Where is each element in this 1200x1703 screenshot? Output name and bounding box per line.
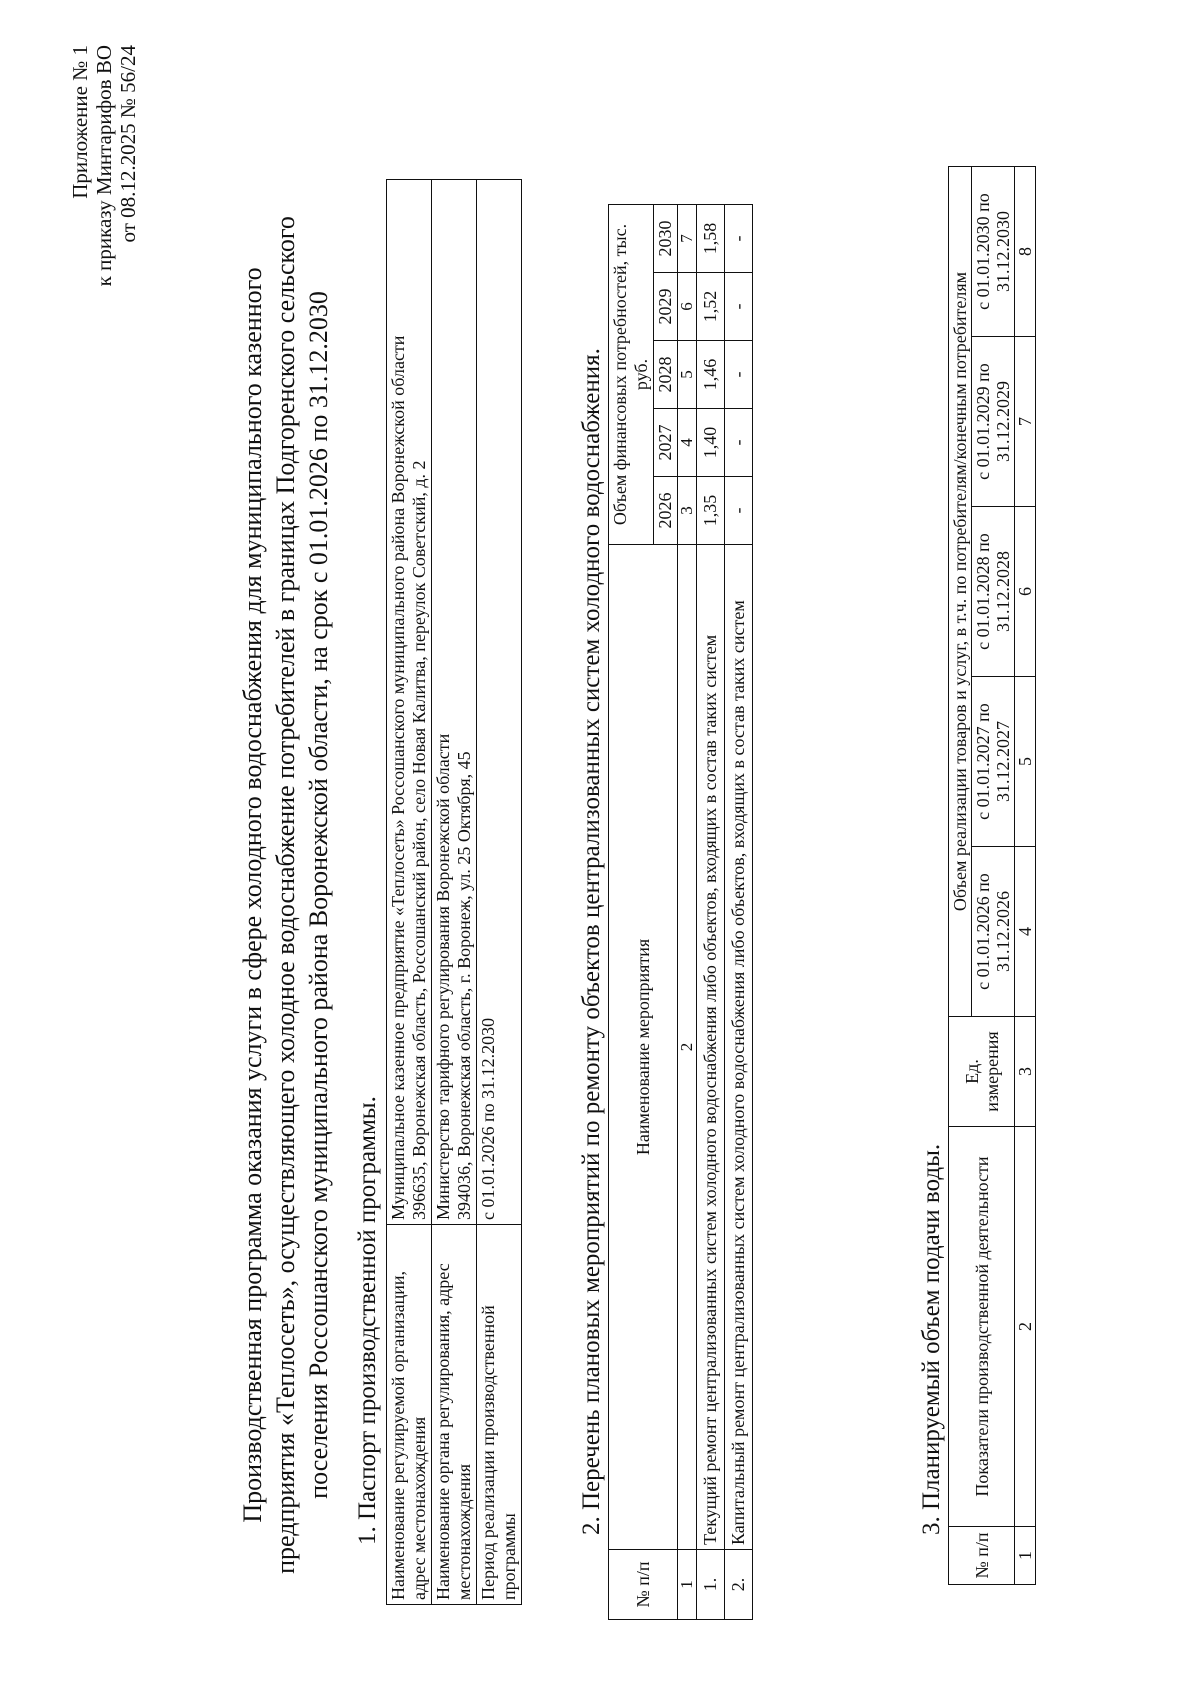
passport-label: Период реализации производственной программы (477, 1225, 522, 1605)
row-value: 1,58 (697, 205, 725, 273)
column-header-unit: Ед. измерения (949, 1017, 1015, 1127)
column-header-num: № п/п (949, 1527, 1015, 1585)
column-header-period: с 01.01.2028 по 31.12.2028 (972, 507, 1015, 677)
appendix-note (68, 45, 140, 345)
index-cell: 1 (678, 1550, 697, 1620)
column-header-num: № п/п (609, 1550, 678, 1620)
index-cell: 8 (1015, 167, 1036, 337)
column-header-year: 2027 (654, 409, 678, 477)
column-header-year: 2029 (654, 273, 678, 341)
index-cell: 4 (678, 409, 697, 477)
passport-label: Наименование регулируемой организации, адрес местонахождения (387, 1225, 432, 1605)
column-header-year: 2028 (654, 341, 678, 409)
repair-plan-table (608, 204, 753, 1620)
passport-value (387, 180, 432, 1225)
appendix-line-1: Приложение № 1 (68, 45, 92, 199)
column-header-indicator: Показатели производственной деятельности (949, 1127, 1015, 1527)
column-header-year: 2030 (654, 205, 678, 273)
document-title (236, 215, 335, 1575)
row-value: 1,52 (697, 273, 725, 341)
section-3-title: 3. Планируемый объем подачи воды. (918, 1143, 945, 1535)
row-activity-name: Текущий ремонт централизованных систем холодного водоснабжения либо объектов, входящих в состав таких систем (697, 545, 725, 1550)
index-cell: 7 (678, 205, 697, 273)
row-activity-name: Капитальный ремонт централизованных систем холодного водоснабжения либо объектов, входящих в состав таких систем (725, 545, 753, 1550)
column-header-year: 2026 (654, 477, 678, 545)
index-cell: 2 (678, 545, 697, 1550)
table-header-row (949, 167, 972, 1585)
table-row (697, 205, 725, 1620)
table-row (432, 180, 477, 1605)
rotated-sheet (60, 35, 1180, 1685)
row-num: 1. (697, 1550, 725, 1620)
appendix-line-3: от 08.12.2025 № 56/24 (116, 45, 140, 243)
column-index-row (1015, 167, 1036, 1585)
passport-value-line: с 01.01.2026 по 31.12.2030 (478, 1017, 498, 1220)
title-line-1: Производственная программа оказания услуги в сфере холодного водоснабжения для муниципального казенного (238, 267, 267, 1523)
row-value: 1,46 (697, 341, 725, 409)
column-index-row (678, 205, 697, 1620)
passport-value-line: 396635, Воронежская область, Россошанский район, село Новая Калитва, переулок Советский, д. 2 (409, 460, 429, 1220)
table-row (725, 205, 753, 1620)
passport-label: Наименование органа регулирования, адрес местонахождения (432, 1225, 477, 1605)
section-1-title: 1. Паспорт производственной программы. (354, 1096, 381, 1545)
column-header-period: с 01.01.2029 по 31.12.2029 (972, 337, 1015, 507)
index-cell: 1 (1015, 1527, 1036, 1585)
table-row (387, 180, 432, 1605)
passport-value-line: 394036, Воронежская область, г. Воронеж, ул. 25 Октября, 45 (454, 751, 474, 1220)
passport-value-line: Министерство тарифного регулирования Воронежской области (433, 733, 453, 1220)
appendix-line-2: к приказу Минтарифов ВО (92, 45, 116, 287)
index-cell: 6 (678, 273, 697, 341)
index-cell: 2 (1015, 1127, 1036, 1527)
index-cell: 5 (678, 341, 697, 409)
column-header-name: Наименование мероприятия (609, 545, 678, 1550)
index-cell: 4 (1015, 847, 1036, 1017)
index-cell: 5 (1015, 677, 1036, 847)
row-value: 1,40 (697, 409, 725, 477)
passport-table (386, 179, 522, 1605)
row-value: - (725, 477, 753, 545)
column-header-volume: Объем финансовых потребностей, тыс. руб. (609, 205, 654, 545)
column-header-period: с 01.01.2027 по 31.12.2027 (972, 677, 1015, 847)
row-value: - (725, 409, 753, 477)
index-cell: 6 (1015, 507, 1036, 677)
passport-value-line: Муниципальное казенное предприятие «Теплосеть» Россошанского муниципального района Воронежской области (388, 335, 408, 1220)
table-row (477, 180, 522, 1605)
row-value: 1,35 (697, 477, 725, 545)
water-supply-volume-table (948, 166, 1036, 1585)
column-header-volume: Объем реализации товаров и услуг, в т.ч. по потребителям/конечным потребителям (949, 167, 972, 1017)
title-line-2: предприятия «Теплосеть», осуществляющего холодное водоснабжение потребителей в границах Подгоренского сельского (271, 216, 300, 1574)
row-num: 2. (725, 1550, 753, 1620)
index-cell: 7 (1015, 337, 1036, 507)
column-header-period: с 01.01.2026 по 31.12.2026 (972, 847, 1015, 1017)
table-header-row (609, 205, 654, 1620)
row-value: - (725, 273, 753, 341)
index-cell: 3 (678, 477, 697, 545)
index-cell: 3 (1015, 1017, 1036, 1127)
passport-value (477, 180, 522, 1225)
row-value: - (725, 341, 753, 409)
passport-value (432, 180, 477, 1225)
section-2-title: 2. Перечень плановых мероприятий по ремонту объектов централизованных систем холодного водоснабжения. (578, 348, 605, 1535)
row-value: - (725, 205, 753, 273)
column-header-period: с 01.01.2030 по 31.12.2030 (972, 167, 1015, 337)
title-line-3: поселения Россошанского муниципального района Воронежской области, на срок с 01.01.2026 по 31.12.2030 (304, 291, 333, 1499)
